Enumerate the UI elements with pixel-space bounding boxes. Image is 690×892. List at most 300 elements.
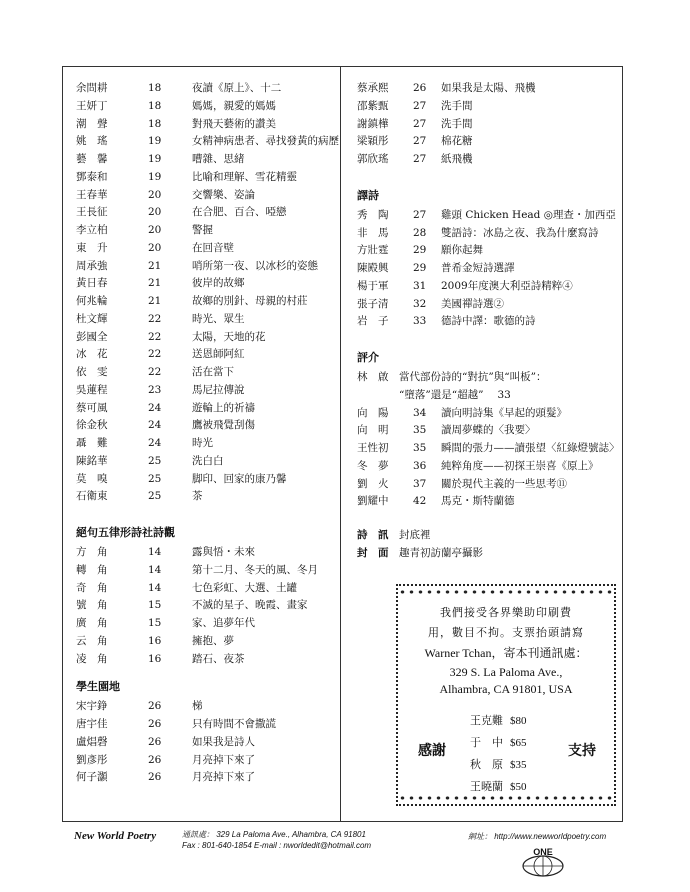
poem-title: 時光、眾生: [192, 312, 245, 325]
author-name: 姚 瑤: [76, 135, 108, 148]
donation-box: [396, 584, 616, 806]
page-number: 22: [148, 366, 162, 378]
author-name: 向 陽: [357, 406, 389, 419]
author-name: 宋宇錚: [76, 700, 108, 713]
entry-title-wrap: [134, 615, 255, 633]
entry-title-wrap: [399, 98, 473, 116]
page-number: 24: [148, 419, 162, 432]
page-number: 23: [148, 383, 162, 396]
donor-list: [470, 710, 527, 798]
toc-entry[interactable]: [357, 278, 619, 296]
toc-entry[interactable]: [357, 296, 619, 314]
author-name: 彭國全: [76, 330, 108, 343]
poem-title: 願你起舞: [441, 244, 483, 257]
page-number: 15: [148, 617, 162, 629]
toc-entry[interactable]: [76, 716, 336, 734]
toc-entry[interactable]: [357, 116, 619, 134]
entry-title-wrap: [134, 80, 282, 98]
entry-title-wrap: [134, 698, 203, 716]
author-name: 冬 夢: [357, 459, 389, 472]
author-name: 徐金秋: [76, 419, 108, 432]
poem-title: 在回音壁: [192, 241, 234, 254]
toc-entry[interactable]: [76, 651, 336, 669]
page-number: 18: [148, 117, 162, 130]
toc-entry[interactable]: [357, 242, 619, 260]
toc-entry[interactable]: [76, 311, 336, 329]
entry-title-wrap: [134, 116, 276, 134]
poem-title: 警握: [192, 224, 213, 236]
poem-title: 夜讀《原上》、十二: [192, 82, 282, 94]
toc-entry[interactable]: [76, 364, 336, 382]
page-number: 25: [148, 454, 162, 467]
poem-title: 如果我是太陽、飛機: [441, 82, 536, 94]
author-name: 張子清: [357, 297, 389, 310]
entry-title-wrap: [399, 151, 473, 169]
poem-title: 如果我是詩人: [192, 735, 255, 748]
poem-title: 紙飛機: [441, 153, 473, 165]
poem-title: 踏石、夜茶: [192, 652, 245, 665]
toc-entry[interactable]: [76, 382, 336, 400]
entry-title-wrap: [134, 453, 224, 471]
section-heading: 學生園地: [76, 680, 120, 694]
toc-entry[interactable]: [76, 417, 336, 435]
author-name: 陳銘華: [76, 454, 108, 467]
entry-title-wrap: [134, 488, 203, 506]
author-name: 鄧泰和: [76, 170, 108, 183]
page-number: 22: [148, 312, 162, 325]
poem-title: 月亮掉下來了: [192, 771, 255, 784]
entry-title-wrap: [399, 225, 599, 243]
author-name: 王長征: [76, 206, 108, 219]
entry-title-wrap: [134, 562, 318, 580]
donation-address-line: 329 S. La Paloma Ave.,: [449, 665, 563, 679]
author-name: 凌 角: [76, 652, 108, 665]
author-name: 黃日春: [76, 277, 108, 290]
spacer: [357, 169, 619, 185]
poem-title: 洗白白: [192, 454, 224, 467]
author-name: 廣 角: [76, 617, 108, 629]
page-number: 26: [148, 700, 162, 713]
toc-entry[interactable]: [76, 275, 336, 293]
page-number: 19: [148, 153, 162, 165]
toc-entry[interactable]: [357, 458, 619, 476]
poem-title: 嘈雜、思緒: [192, 153, 245, 165]
page-number: 28: [413, 226, 427, 239]
toc-entry[interactable]: [76, 734, 336, 752]
page-number: 27: [413, 99, 427, 112]
toc-entry[interactable]: [357, 440, 619, 458]
toc-entry[interactable]: [76, 435, 336, 453]
page-number: 18: [148, 82, 162, 94]
author-name: 藝 馨: [76, 153, 108, 165]
author-name: 吳蓮程: [76, 383, 108, 396]
page-number: 26: [148, 753, 162, 766]
page-number: 26: [413, 82, 427, 94]
author-name: 石衛東: [76, 490, 108, 503]
entry-title-wrap: [134, 417, 255, 435]
toc-entry[interactable]: [76, 116, 336, 134]
toc-entry[interactable]: [76, 562, 336, 580]
toc-entry[interactable]: [357, 422, 619, 440]
poem-title: 關於現代主義的一些思考⑪: [441, 477, 567, 490]
entry-title-wrap: [399, 405, 567, 423]
page-number: 16: [148, 634, 162, 647]
poem-title: 讀向明詩集《早起的頭髮》: [441, 406, 567, 419]
decorative-border-top: [398, 588, 614, 596]
page-number: 19: [148, 170, 162, 183]
author-name: 盧焻磬: [76, 735, 108, 748]
cover-entry[interactable]: [357, 545, 619, 563]
page-number: 27: [413, 208, 427, 221]
poem-title: 洗手間: [441, 117, 473, 130]
toc-entry[interactable]: [76, 580, 336, 598]
donor-row: 秋 原 $35: [470, 758, 527, 771]
page-number: 16: [148, 652, 162, 665]
section-heading: 絕句五律形詩社詩觀: [76, 526, 175, 539]
author-name: 依 雯: [76, 366, 108, 378]
entry-title-wrap: [134, 346, 245, 364]
page-number: 33: [497, 388, 511, 401]
poem-title: 純粹角度——初探王崇喜《原上》: [441, 459, 599, 472]
toc-entry[interactable]: [76, 698, 336, 716]
poem-title: 哨所第一夜、以冰杉的姿態: [192, 259, 318, 272]
page-number: 25: [148, 490, 162, 503]
page-number: 26: [148, 735, 162, 748]
author-name: 唐宇佳: [76, 718, 108, 730]
entry-title-wrap: [134, 204, 287, 222]
page-number: 34: [413, 406, 427, 419]
page-number: 14: [148, 546, 162, 558]
entry-title-wrap: [134, 187, 255, 205]
entry-title-wrap: [134, 651, 245, 669]
entry-title-wrap: [134, 471, 287, 489]
page-number: 37: [413, 477, 427, 490]
poem-title: 第十二月、冬天的風、冬月: [192, 563, 318, 576]
page-number: 27: [413, 153, 427, 165]
entry-title-wrap: [134, 382, 245, 400]
author-name: 邵紫甄: [357, 99, 389, 112]
donation-text-line: 我們接受各界樂助印刷費: [440, 606, 572, 619]
author-name: 余問耕: [76, 82, 108, 94]
poem-title: 雙語詩：冰島之夜、我為什麼寫詩: [441, 226, 599, 239]
page-number: 20: [148, 224, 162, 236]
toc-entry[interactable]: [76, 80, 336, 98]
toc-entry[interactable]: [76, 169, 336, 187]
poem-title: 洗手間: [441, 99, 473, 112]
page-number: 21: [148, 277, 162, 290]
contact-address: [182, 829, 371, 851]
entry-title-wrap: [134, 734, 255, 752]
toc-entry[interactable]: [76, 222, 336, 240]
poem-title: 活在當下: [192, 366, 234, 378]
poem-title: 鷹被飛覺刮傷: [192, 419, 255, 432]
page-number: 25: [148, 472, 162, 485]
page-number: 42: [413, 495, 427, 508]
entry-title-wrap: [399, 207, 616, 225]
entry-title-wrap: [134, 98, 276, 116]
author-name: 號 角: [76, 599, 108, 612]
poem-title: 讀周夢蝶的〈我要〉: [441, 424, 536, 437]
one-logo-icon: [520, 846, 566, 878]
entry-title-wrap: [134, 435, 213, 453]
author-name: 劉耀中: [357, 495, 389, 508]
toc-entry[interactable]: [357, 80, 619, 98]
toc-entry[interactable]: [76, 752, 336, 770]
poem-title: 瞬間的張力——讀張望〈紅綠燈號誌〉: [441, 442, 620, 454]
toc-entry[interactable]: [357, 133, 619, 151]
cover-entry[interactable]: [357, 527, 619, 545]
page-number: 32: [413, 297, 427, 310]
poem-title: 茶: [192, 490, 203, 503]
page-number: 21: [148, 259, 162, 272]
author-name: 杜文輝: [76, 312, 108, 325]
toc-entry[interactable]: [76, 633, 336, 651]
entry-title-wrap: [399, 387, 511, 405]
author-name: 冰 花: [76, 348, 108, 361]
entry-title-wrap: [399, 458, 599, 476]
toc-entry[interactable]: [76, 187, 336, 205]
entry-title-wrap: [134, 151, 245, 169]
page-number: 20: [148, 241, 162, 254]
toc-entry[interactable]: [76, 400, 336, 418]
page-number: 20: [148, 188, 162, 201]
toc-entry[interactable]: [76, 769, 336, 787]
poem-title: 媽媽，親愛的媽媽: [192, 99, 276, 112]
cover-value: 封底裡: [399, 529, 431, 541]
author-name: 方壯霆: [357, 244, 389, 257]
entry-title-wrap: [134, 752, 255, 770]
toc-entry-continuation[interactable]: [357, 387, 619, 405]
entry-title-wrap: [134, 633, 234, 651]
toc-entry[interactable]: [357, 369, 619, 387]
poem-title: 馬克・斯特蘭德: [441, 495, 515, 508]
author-name: 方 角: [76, 546, 108, 558]
page-number: 29: [413, 244, 427, 257]
section-heading: 譯詩: [357, 188, 379, 202]
poem-title: 脚印、回家的康乃馨: [192, 472, 287, 485]
page-number: 26: [148, 771, 162, 784]
poem-title: 彼岸的故鄉: [192, 277, 245, 290]
magazine-logo: New World Poetry: [74, 830, 157, 842]
toc-entry[interactable]: [76, 597, 336, 615]
poem-title: 不滅的星子、晚霞、畫家: [192, 599, 308, 612]
poem-title: 遊輪上的祈禱: [192, 401, 255, 414]
entry-title-wrap: [134, 258, 318, 276]
poem-title: 交響樂、姿論: [192, 188, 255, 201]
author-name: 李立柏: [76, 224, 108, 236]
toc-entry[interactable]: [357, 476, 619, 494]
author-name: 奇 角: [76, 581, 108, 594]
entry-title-wrap: [399, 80, 536, 98]
entry-title-wrap: [134, 597, 308, 615]
author-name: 秀 陶: [357, 208, 389, 221]
donor-row: 王克難 $80: [470, 714, 527, 727]
entry-title-wrap: [399, 476, 567, 494]
poem-title: 普希金短詩選譯: [441, 262, 515, 274]
page-number: 27: [413, 117, 427, 130]
poem-title: 故鄉的別針、母親的村莊: [192, 295, 308, 307]
page-number: 36: [413, 459, 427, 472]
poem-title: 梯: [192, 700, 203, 713]
toc-entry[interactable]: [76, 329, 336, 347]
website-link[interactable]: 網址： http://www.newworldpoetry.com: [468, 832, 607, 841]
author-name: 東 升: [76, 241, 108, 254]
poem-title: 對飛天藝術的讚美: [192, 117, 276, 130]
toc-entry[interactable]: [76, 258, 336, 276]
page-number: 31: [413, 279, 427, 292]
address-line: 通訊處： 329 La Paloma Ave., Alhambra, CA 91801: [182, 830, 366, 839]
poem-title: “墮落”還是“超越”: [399, 388, 484, 401]
author-name: 謝鎮樺: [357, 117, 389, 130]
toc-entry[interactable]: [76, 488, 336, 506]
author-name: 聶 難: [76, 437, 108, 449]
page-number: 18: [148, 99, 162, 112]
poem-title: 馬尼拉傳說: [192, 383, 245, 396]
decorative-border-bottom: [398, 794, 614, 802]
page-number: 14: [148, 563, 162, 576]
entry-title-wrap: [399, 313, 536, 331]
toc-entry[interactable]: [76, 453, 336, 471]
entry-title-wrap: [134, 240, 234, 258]
author-name: 蔡可風: [76, 401, 108, 414]
page-number: 26: [148, 718, 162, 730]
toc-entry[interactable]: [357, 225, 619, 243]
entry-title-wrap: [399, 440, 620, 458]
author-name: 周承強: [76, 259, 108, 272]
spacer: [357, 511, 619, 527]
author-name: 何兆輪: [76, 295, 108, 307]
author-name: 王性初: [357, 442, 389, 454]
page-number: 29: [413, 262, 427, 274]
toc-entry[interactable]: [76, 544, 336, 562]
page-number: 33: [413, 315, 427, 328]
entry-title-wrap: [134, 400, 255, 418]
poem-title: 七色彩虹、大選、土罐: [192, 581, 297, 594]
page-number: 22: [148, 348, 162, 361]
entry-title-wrap: [134, 769, 255, 787]
entry-title-wrap: [134, 169, 297, 187]
toc-entry[interactable]: [76, 471, 336, 489]
author-name: 轉 角: [76, 563, 108, 576]
left-column: [76, 80, 339, 787]
poem-title: 棉花糖: [441, 135, 473, 148]
toc-entry[interactable]: [76, 346, 336, 364]
page-number: 14: [148, 581, 162, 594]
entry-title-wrap: [134, 329, 266, 347]
poem-title: 只有時間不會撒謊: [192, 718, 276, 730]
poem-title: 送恩師阿紅: [192, 348, 245, 361]
donor-row: 于 中 $65: [470, 736, 527, 749]
toc-entry[interactable]: [357, 98, 619, 116]
entry-title-wrap: [399, 493, 515, 511]
author-name: 劉 火: [357, 477, 389, 490]
page-number: 24: [148, 437, 162, 449]
poem-title: 時光: [192, 437, 213, 449]
page-number: 35: [413, 424, 427, 437]
entry-title-wrap: [399, 422, 536, 440]
author-name: 岩 子: [357, 315, 389, 328]
thanks-label: 感謝: [418, 743, 446, 759]
entry-title-wrap: [134, 364, 234, 382]
entry-title-wrap: [134, 580, 297, 598]
spacer: [76, 668, 336, 676]
spacer: [76, 506, 336, 522]
fax-email-line: Fax : 801-640-1854 E-mail : nworldedit@hotmail.com: [182, 841, 372, 850]
toc-entry[interactable]: [76, 293, 336, 311]
poem-title: 擁抱、夢: [192, 634, 234, 647]
poem-title: 在合肥、百合、啞戀: [192, 206, 287, 219]
one-badge-text: ONE: [533, 847, 553, 857]
entry-title-wrap: [134, 222, 213, 240]
toc-entry[interactable]: [357, 260, 619, 278]
toc-entry[interactable]: [76, 133, 339, 151]
spacer: [357, 331, 619, 347]
toc-entry[interactable]: [357, 405, 619, 423]
author-name: 向 明: [357, 424, 389, 437]
page-number: 27: [413, 135, 427, 148]
donation-payee: Warner Tchan，寄本刊通訊處：: [424, 646, 588, 660]
poem-title: 雞頭 Chicken Head ◎理查・加西亞: [441, 208, 616, 221]
poem-title: 露與悟・未來: [192, 546, 255, 558]
donor-row: 王曉蘭 $50: [470, 780, 527, 793]
toc-entry[interactable]: [76, 615, 336, 633]
toc-entry[interactable]: [357, 493, 619, 511]
toc-entry[interactable]: [357, 207, 619, 225]
toc-entry[interactable]: [357, 151, 619, 169]
poem-title: 比喻和理解、雪花精靈: [192, 170, 297, 183]
page-number: 20: [148, 206, 162, 219]
section-heading: 評介: [357, 351, 379, 364]
author-name: 非 馬: [357, 226, 389, 239]
entry-title-wrap: [399, 260, 515, 278]
author-name: 王春華: [76, 188, 108, 201]
donation-address-line: Alhambra, CA 91801, USA: [439, 682, 573, 696]
poem-title: 德詩中譯：歌德的詩: [441, 315, 536, 328]
poem-title: 太陽，天地的花: [192, 330, 266, 343]
toc-entry[interactable]: [76, 151, 336, 169]
author-name: 楊于軍: [357, 279, 389, 292]
page-number: 24: [148, 401, 162, 414]
author-name: 劉彥彤: [76, 753, 108, 766]
poem-title: 女精神病患者、尋找發黃的病歷: [192, 135, 339, 148]
column-divider: [340, 66, 341, 822]
toc-entry[interactable]: [76, 98, 336, 116]
poem-title: 2009年度澳大利亞詩精粹④: [441, 279, 573, 292]
entry-title-wrap: [134, 275, 245, 293]
entry-title-wrap: [399, 242, 483, 260]
support-label: 支持: [568, 743, 596, 759]
page-number: 19: [148, 135, 162, 148]
author-name: 云 角: [76, 634, 108, 647]
cover-label: 詩 訊: [357, 529, 389, 541]
cover-label: 封 面: [357, 546, 389, 559]
author-name: 莫 嗅: [76, 472, 108, 485]
entry-title-wrap: [399, 116, 473, 134]
author-name: 何子灝: [76, 771, 108, 784]
toc-entry[interactable]: [76, 204, 336, 222]
author-name: 梁穎彤: [357, 135, 389, 148]
toc-entry[interactable]: [76, 240, 336, 258]
right-column: [357, 80, 619, 563]
poem-title: 美國禪詩選②: [441, 297, 504, 310]
poem-title: 月亮掉下來了: [192, 753, 255, 766]
entry-title-wrap: [134, 133, 339, 151]
toc-entry[interactable]: [357, 313, 619, 331]
author-name: 陳殿興: [357, 262, 389, 274]
entry-title-wrap: [134, 544, 255, 562]
page-number: 22: [148, 330, 162, 343]
author-name: 潮 聲: [76, 117, 108, 130]
